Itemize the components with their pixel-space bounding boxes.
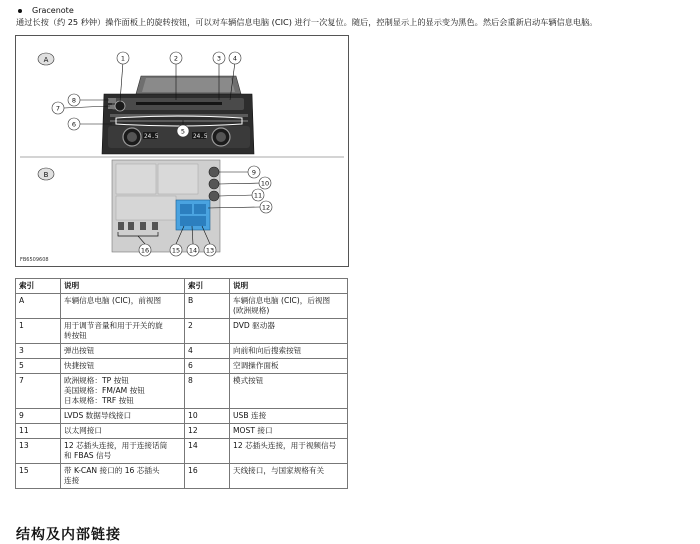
- index-cell: 12: [185, 424, 230, 439]
- rear-view: [112, 160, 220, 252]
- callout-16: 16: [140, 246, 150, 255]
- description-cell: 模式按钮: [230, 374, 348, 409]
- description-cell: 以太网接口: [61, 424, 185, 439]
- header-description: 说明: [230, 279, 348, 294]
- callout-9: 9: [251, 168, 257, 177]
- callout-2: 2: [173, 54, 179, 63]
- front-view: [102, 76, 254, 154]
- description-cell: 向前和向后搜索按钮: [230, 344, 348, 359]
- table-header-row: [16, 279, 348, 294]
- description-cell: MOST 接口: [230, 424, 348, 439]
- table-row: [16, 359, 348, 374]
- callout-1: 1: [120, 54, 126, 63]
- index-cell: 10: [185, 409, 230, 424]
- callout-15: 15: [171, 246, 181, 255]
- description-cell: USB 连接: [230, 409, 348, 424]
- description-cell: 带 K-CAN 接口的 16 芯插头 连接: [61, 464, 185, 489]
- cic-figure: [15, 35, 349, 267]
- header-index: 索引: [185, 279, 230, 294]
- callout-10: 10: [260, 179, 270, 188]
- table-row: [16, 294, 348, 319]
- index-cell: 7: [16, 374, 61, 409]
- index-cell: 6: [185, 359, 230, 374]
- index-cell: 15: [16, 464, 61, 489]
- callout-7: 7: [55, 104, 61, 113]
- description-cell: 12 芯插头连接，用于视频信号: [230, 439, 348, 464]
- table-row: [16, 344, 348, 359]
- bullet-item: [18, 6, 74, 15]
- description-cell: 12 芯插头连接，用于连接话筒 和 FBAS 信号: [61, 439, 185, 464]
- callout-6: 6: [71, 120, 77, 129]
- index-cell: B: [185, 294, 230, 319]
- description-cell: 车辆信息电脑 (CIC)，前视图: [61, 294, 185, 319]
- table-body: [16, 294, 348, 489]
- header-description: 说明: [61, 279, 185, 294]
- bullet-text: Gracenote: [32, 6, 74, 15]
- callout-4: 4: [232, 54, 238, 63]
- callout-3: 3: [216, 54, 222, 63]
- index-cell: 11: [16, 424, 61, 439]
- index-cell: 14: [185, 439, 230, 464]
- reset-paragraph: 通过长按（约 25 秒钟）操作面板上的旋转按钮，可以对车辆信息电脑 (CIC) 进行一次复位。随后，控制显示上的显示变为黑色。然后会重新启动车辆信息电脑。: [16, 17, 598, 27]
- cic-diagram: [16, 36, 348, 266]
- index-cell: 5: [16, 359, 61, 374]
- label-a: A: [43, 56, 49, 64]
- index-cell: 9: [16, 409, 61, 424]
- description-cell: 天线接口，与国家规格有关: [230, 464, 348, 489]
- description-cell: LVDS 数据导线接口: [61, 409, 185, 424]
- callout-8: 8: [71, 96, 77, 105]
- legend-table: [15, 278, 348, 489]
- callout-13: 13: [205, 246, 215, 255]
- description-cell: 空调操作面板: [230, 359, 348, 374]
- index-cell: 2: [185, 319, 230, 344]
- bullet-dot: [18, 9, 22, 13]
- callout-12: 12: [261, 203, 271, 212]
- index-cell: 13: [16, 439, 61, 464]
- table-row: [16, 439, 348, 464]
- table-row: [16, 464, 348, 489]
- callout-5: 5: [180, 127, 186, 136]
- table-row: [16, 319, 348, 344]
- index-cell: 4: [185, 344, 230, 359]
- description-cell: 车辆信息电脑 (CIC)，后视图 (欧洲规格): [230, 294, 348, 319]
- section-heading: 结构及内部链接: [16, 527, 121, 543]
- figure-code: FB6509608: [20, 257, 49, 263]
- table-row: [16, 424, 348, 439]
- table-row: [16, 409, 348, 424]
- index-cell: 8: [185, 374, 230, 409]
- description-cell: DVD 驱动器: [230, 319, 348, 344]
- description-cell: 弹出按钮: [61, 344, 185, 359]
- description-cell: 欧洲规格：TP 按钮 美国规格：FM/AM 按钮 日本规格：TRF 按钮: [61, 374, 185, 409]
- header-index: 索引: [16, 279, 61, 294]
- display-left: 24.5: [144, 133, 159, 140]
- view-labels: [38, 53, 54, 180]
- index-cell: A: [16, 294, 61, 319]
- description-cell: 用于调节音量和用于开关的旋 转按钮: [61, 319, 185, 344]
- table-row: [16, 374, 348, 409]
- display-right: 24.5: [193, 133, 208, 140]
- index-cell: 16: [185, 464, 230, 489]
- description-cell: 快捷按钮: [61, 359, 185, 374]
- callout-11: 11: [253, 191, 263, 200]
- index-cell: 1: [16, 319, 61, 344]
- callout-14: 14: [188, 246, 198, 255]
- index-cell: 3: [16, 344, 61, 359]
- label-b: B: [43, 171, 49, 179]
